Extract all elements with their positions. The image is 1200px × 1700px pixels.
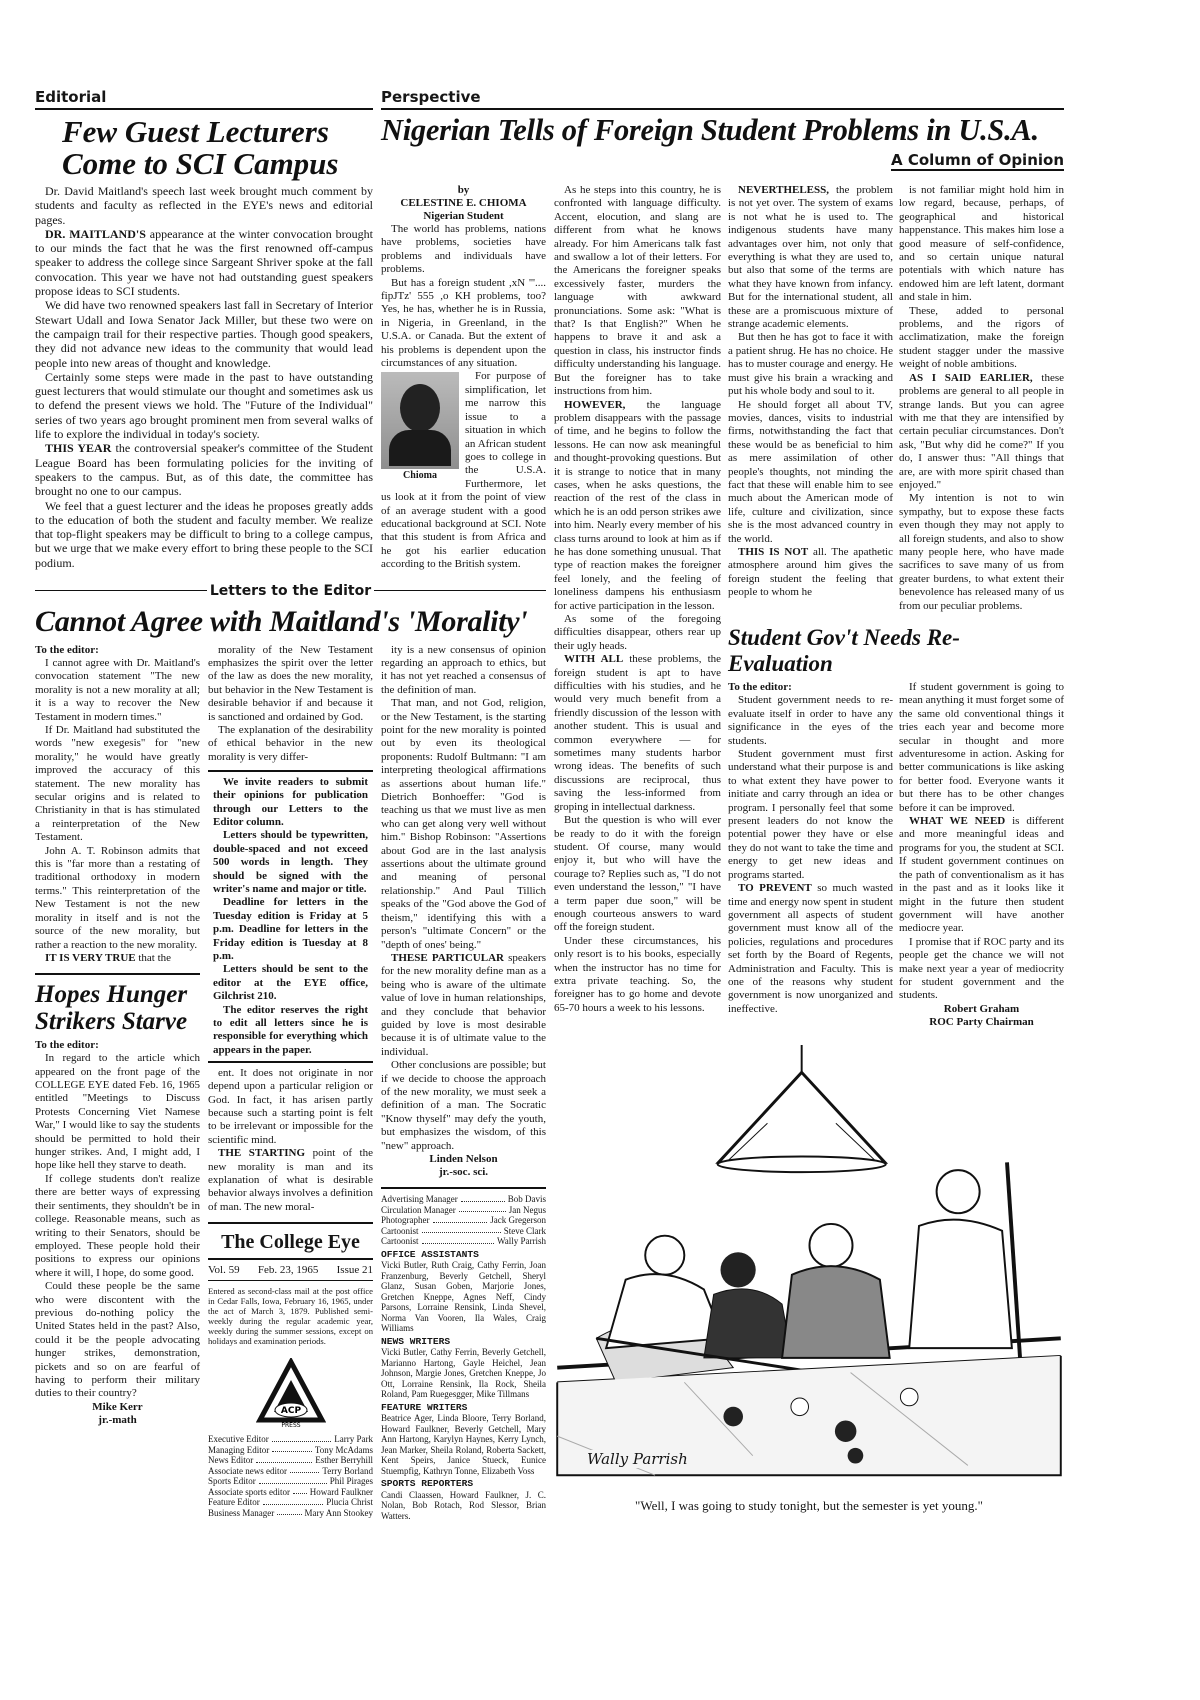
staff-group-title: NEWS WRITERS bbox=[381, 1335, 451, 1347]
paragraph bbox=[381, 223, 546, 277]
staff-role: Photographer bbox=[381, 1215, 430, 1225]
paragraph-text: As he steps into this country, he is confronted with language difficulty. Accent, elocution, and slang are different from what he knows already. For him Americans talk fast and swallow a lot of their letters. For the Americans the foreigner speaks excessively faster, murders the language with awkward pronunciations. Some ask: "What is that? Is that English?" When he happens to brave it and ask a question in class, his instructor finds difficulty understanding his language. But the foreigner has to take instructions from him. bbox=[554, 184, 721, 398]
paragraph bbox=[899, 372, 1064, 493]
masthead-title: The College Eye bbox=[221, 1231, 360, 1254]
staff-role: Associate news editor bbox=[208, 1465, 287, 1476]
paragraph-text: But has a foreign student ,xN '''.... fipJTz' 555 ,o KH problems, too? Yes, he has, whether he is in Russia, in Nigeria, in Greenland, in the U.S.A. or Canada. But the extent of his problems is dependent upon the circumstances of any situation. bbox=[381, 276, 546, 370]
leader-dots bbox=[272, 1441, 332, 1442]
paragraph bbox=[35, 370, 373, 441]
paragraph-text: the controversial speaker's committee of the Student League Board has been formulating policies for the inviting of speakers to the campus. But, as of this date, the committee has brought no one to our campus. bbox=[35, 441, 373, 499]
paragraph-text: He should forget all about TV, movies, dances, visits to industrial firms, notwithstanding the fact that these would be as beneficial to him as mere assimilation of other people's thoughts, not minding the fact that these will enable him to see much about the American mode of life, culture and civilization, since she is the most advanced country in the world. bbox=[728, 398, 893, 545]
paragraph-text: If college students don't realize there are better ways of expressing their sentiments, they shouldn't be in college. Reasonable means, such as writing to their Senators, should be employed. These people hold their positions to express our opinions where it will, I hope, do some good. bbox=[35, 1172, 200, 1279]
staff-row bbox=[381, 1215, 546, 1226]
paragraph-text: The world has problems, nations have problems, societies have problems and individuals have problems. bbox=[381, 223, 546, 276]
paragraph-text: these problems, the foreign student is apt to have difficulties with his studies, and he would very much benefit from a friendly discussion of the lesson with another student. This is usual and common everywhere — for sometimes many students harbor wrong ideas. The benefits of such discussions are reciprocal, thus saving the less-informed from groping in intellectual darkness. bbox=[554, 653, 722, 813]
photo-caption: Chioma bbox=[381, 469, 459, 482]
paragraph bbox=[728, 748, 893, 882]
letters-column-c bbox=[381, 644, 546, 1521]
morality-column-1 bbox=[35, 644, 200, 966]
paragraph-text: the problem is not yet over. The system of exams is not what he is used to. The indigenous students have many advantages over him, not only that everything is what they are used to, but also that some of the terms are what they have known from infancy. But for the international student, all these are a promiscuous mixture of strange academic elements. bbox=[728, 184, 893, 331]
letters-column-b bbox=[208, 644, 373, 1519]
issue-date: Feb. 23, 1965 bbox=[257, 1263, 319, 1276]
paragraph-text: As some of the foregoing difficulties disappear, others rear up their ugly heads. bbox=[554, 613, 721, 652]
leader-dots bbox=[259, 1483, 327, 1484]
leader-dots bbox=[433, 1222, 488, 1223]
paragraph bbox=[35, 1173, 200, 1280]
perspective-column-2 bbox=[554, 184, 721, 1015]
paragraph-lead: THIS YEAR bbox=[45, 441, 112, 456]
paragraph-text: For purpose of simplification, let me narrow this issue to a situation in which an African student goes to college in the U.S.A. Furthermore, let us look at it from the point of view of an average student with a good educational background at SCI. Note that this student is from Africa and he got his earlier education according to the British system. bbox=[381, 370, 546, 571]
leader-dots bbox=[272, 1451, 312, 1452]
perspective-header bbox=[381, 88, 1064, 176]
signature-title: jr.-math bbox=[98, 1413, 137, 1426]
paragraph bbox=[35, 227, 373, 298]
section-label-perspective: Perspective bbox=[381, 88, 481, 106]
paragraph-text: Dr. David Maitland's speech last week brought much comment by students and faculty as reflected in the EYE's news and editorial pages. bbox=[35, 184, 373, 227]
letters-rule bbox=[35, 582, 546, 600]
paragraph-text: Under these circumstances, his only resort is to his books, especially when the instructor has no time for extra private teaching. So, the foreigner has to go home and devote 65-70 hours a week to his lessons. bbox=[554, 934, 721, 1014]
staff-role: Managing Editor bbox=[208, 1444, 270, 1455]
staff-name: Howard Faulkner bbox=[309, 1486, 373, 1497]
paragraph-text: But the question is who will ever be ready to do it with the foreign student. Of course, many would enjoy it, but who will have the courage to? Replies such as, "I do not even understand the lesson," "I have a term paper due soon," will be enough courteous answers to ward off the foreign student. bbox=[554, 814, 721, 934]
divider bbox=[208, 1258, 373, 1260]
cartoonist-signature: Wally Parrish bbox=[584, 1450, 691, 1468]
paragraph-text: I cannot agree with Dr. Maitland's convocation statement "The new morality is not a new morality at all; it is a way to recover the New Testament in modern times." bbox=[35, 656, 200, 723]
paragraph bbox=[554, 613, 721, 653]
paragraph bbox=[35, 298, 373, 369]
paragraph-text: But then he has got to face it with a patient shrug. He has no choice. He has to muster courage and energy. He must give his brain a wracking and put his whole body and soul to it. bbox=[728, 331, 893, 398]
staff-group-names: Vicki Butler, Ruth Craig, Cathy Ferrin, Joan Franzenburg, Beverly Getchell, Sheryl Glanz, Susan Goben, Marjorie Jones, Gretchen Kneppe, Agnes Neff, Cindy Parsons, Lorraine Rensink, Linda Shevel, Norma Van Vooren, Ila Wales, Craig Williams bbox=[381, 1260, 546, 1333]
column-of-opinion-wrap bbox=[381, 151, 1064, 170]
perspective-column-4 bbox=[899, 184, 1064, 613]
staff-role: Circulation Manager bbox=[381, 1204, 456, 1215]
paragraph-lead: WITH ALL bbox=[564, 653, 624, 666]
cartoon bbox=[554, 1045, 1064, 1514]
leader-dots bbox=[293, 1493, 307, 1494]
leader-dots bbox=[459, 1211, 506, 1212]
paragraph bbox=[381, 952, 546, 1059]
paragraph-text: appearance at the winter convocation brought to our minds the fact that he was the first renowned off-campus speaker to address the college since Sargeant Shriver spoke at the fall convocation. This year we have not had outstanding guest speakers propose ideas to SCI students. bbox=[35, 226, 374, 299]
divider bbox=[208, 1222, 373, 1224]
editorial-headline bbox=[62, 116, 373, 180]
paragraph bbox=[554, 814, 721, 935]
perspective-column-3 bbox=[728, 184, 893, 600]
paragraph bbox=[899, 681, 1064, 815]
divider bbox=[381, 1187, 546, 1189]
paragraph-text: morality of the New Testament emphasizes the spirit over the letter of the law as does the new morality, but behavior in the New Testament is desirable behavior if and because it is sanctioned and ordained by God. bbox=[208, 643, 373, 723]
signature-title: ROC Party Chairman bbox=[929, 1015, 1034, 1028]
column-of-opinion-label: A Column of Opinion bbox=[891, 151, 1064, 169]
leader-dots bbox=[422, 1232, 501, 1233]
staff-row bbox=[381, 1226, 546, 1237]
paragraph bbox=[35, 1280, 200, 1401]
signature-name: Robert Graham bbox=[943, 1002, 1020, 1015]
staff-role: News Editor bbox=[208, 1455, 254, 1466]
staff-row bbox=[208, 1455, 373, 1466]
staff-row bbox=[208, 1434, 373, 1445]
salutation: To the editor: bbox=[728, 681, 792, 693]
paragraph-text: That man, and not God, religion, or the New Testament, is the starting point for the new morality is pointed out by even its theological proponents: Rudolf Bultmann: "I am interpreting theological affirmations as assertions about human life." Dietrich Bonhoeffer: "God is teaching us that we must live as men who can get along very well without him." Bishop Robinson: "Assertions about God are in the last analysis assertions about the ultimate ground and meaning of personal relationship." And Paul Tillich speaks of the "God above the God of theism," identifying this with a person's "ultimate Concern" or the "depth of ones' being." bbox=[381, 697, 546, 951]
paragraph-text: If student government is going to mean anything it must forget some of the same old conventional things it tries each year and become more secular in thought and more adventuresome in action. Asking for better communications is like asking for better food. Everyone wants it but there has to be other changes before it can be improved. bbox=[899, 681, 1064, 814]
staff-row bbox=[208, 1508, 373, 1519]
staff-row bbox=[381, 1236, 546, 1247]
svg-text:PRESS: PRESS bbox=[280, 1422, 301, 1429]
morality-column-2 bbox=[208, 644, 373, 765]
perspective-column-1 bbox=[381, 184, 546, 572]
letters-columns bbox=[35, 644, 546, 1521]
paragraph-text: so much wasted time and energy now spent in student government all aspects of student government must know all of the policies, regulations and procedures set forth by the Board of Regents, Administration and Faculty. This is one of the reasons why student government is now unorganized and ineffective. bbox=[728, 882, 893, 1015]
paragraph bbox=[728, 331, 893, 398]
paragraph bbox=[554, 184, 721, 399]
paragraph-text: Certainly some steps were made in the past to have outstanding guest lecturers that would stimulate our thought and sometimes ask us to defend the present views we hold. The "Future of the Individual" series of two years ago brought prominent men from several walks of life to explore the individual in today's society. bbox=[35, 369, 373, 442]
staff-name: Wally Parrish bbox=[496, 1236, 546, 1246]
paragraph bbox=[554, 399, 721, 614]
paragraph-text: is not familiar might hold him in low regard, because, perhaps, of geographical and historical happenstance. This makes him lose a good measure of self-confidence, and so certain unique natural potentials with which nature has endowed him are left latent, dormant and stale in him. bbox=[899, 184, 1064, 304]
paragraph bbox=[213, 896, 368, 963]
staff-name: Tony McAdams bbox=[314, 1444, 373, 1455]
paragraph-text: is different and more meaningful ideas and programs for you, the student at SCI. If student government continues on the path of conventionalism as it has in the past and as it looks like it might in the future then student government will have another mediocre year. bbox=[899, 815, 1064, 935]
paragraph bbox=[35, 184, 373, 227]
staff-box bbox=[381, 1194, 546, 1521]
paragraph bbox=[381, 277, 546, 371]
studentgov-columns bbox=[728, 681, 1064, 1029]
staff-name: Esther Berryhill bbox=[315, 1455, 373, 1466]
staff-row bbox=[208, 1497, 373, 1508]
paragraph bbox=[35, 952, 200, 965]
staff-role: Executive Editor bbox=[208, 1434, 269, 1445]
paragraph bbox=[208, 724, 373, 764]
paragraph-text: My intention is not to win sympathy, but to expose these facts even though they may not apply to all foreign students, and also to show many people here, who have made sacrifices to save many of us from greater burdens, to what extent their benevolence has released many of us from our peculiar problems. bbox=[899, 492, 1064, 612]
staff-row bbox=[381, 1194, 546, 1205]
byline: by bbox=[457, 184, 470, 196]
morality-headline: Cannot Agree with Maitland's 'Morality' bbox=[35, 604, 528, 638]
newspaper-page bbox=[35, 88, 1064, 1561]
studentgov-column-2 bbox=[899, 681, 1064, 1029]
paragraph bbox=[213, 776, 368, 830]
staff-group-title: FEATURE WRITERS bbox=[381, 1401, 468, 1413]
staff-role: Cartoonist bbox=[381, 1236, 419, 1246]
paragraph bbox=[899, 492, 1064, 613]
paragraph-text: Letters should be typewritten, double-spaced and not exceed 500 words in length. They should be signed with the writer's name and major or title. bbox=[213, 829, 368, 895]
paragraph-text: speakers for the new morality define man as a being who is aware of the ultimate value of love in human relationships, and they conclude that behavior guided by love is most desirable because it is of ultimate value to the individual. bbox=[381, 951, 546, 1058]
right-inner bbox=[728, 184, 1064, 1029]
paragraph-text: The explanation of the desirability of ethical behavior in the new morality is very differ- bbox=[208, 724, 373, 763]
paragraph bbox=[554, 653, 721, 814]
staff-group-names: Beatrice Ager, Linda Bloore, Terry Borland, Howard Faulkner, Beverly Getchell, Mary Ann Hartong, Karylyn Haynes, Kerry Lynch, Jean Marker, Sheila Roland, Roberta Sackett, Kent Speirs, Janice Stueck, Eunice Stuempfig, Kathryn Tonne, Elizabeth Voss bbox=[381, 1413, 546, 1476]
perspective-columns-3-4 bbox=[728, 184, 1064, 613]
paragraph-text: Letters should be sent to the editor at the EYE office, Gilchrist 210. bbox=[213, 963, 368, 1003]
headline-line: Come to SCI Campus bbox=[62, 146, 339, 181]
divider bbox=[208, 1280, 373, 1282]
paragraph-text: the language problem disappears with the passage of time, and he begins to follow the lessons. He can now ask meaningful and thought-provoking questions. But it is strange to notice that in many cases, when he asks questions, the reaction of the rest of the class in which he is an odd person strikes awe into him. Nearly every member of his class turns around to look at him as if he has done something unusual. That type of reaction makes the foreigner feel lonely, and the feeling of loneliness dampens his enthusiasm for active participation in the lesson. bbox=[554, 398, 721, 612]
section-label-letters: Letters to the Editor bbox=[209, 582, 372, 599]
divider bbox=[208, 1061, 373, 1063]
hunger-body bbox=[35, 1039, 200, 1427]
paragraph-text: Deadline for letters in the Tuesday edition is Friday at 5 p.m. Deadline for letters in the Friday edition is Tuesday at 8 p.m. bbox=[213, 896, 368, 962]
paragraph bbox=[35, 845, 200, 952]
morality-column-2-continued bbox=[208, 1067, 373, 1214]
paragraph-text: We feel that a guest lecturer and the ideas he proposes greatly adds to the education of both the student and faculty member. We realize that top-flight speakers may be difficult to bring to a college campus, but we urge that we make every effort to bring these people to the SCI podium. bbox=[35, 498, 373, 570]
letters-policy-box bbox=[208, 772, 373, 1062]
paragraph bbox=[208, 1147, 373, 1214]
staff-role: Business Manager bbox=[208, 1507, 275, 1518]
headline-line: Hopes Hunger bbox=[35, 980, 188, 1008]
paragraph-text: We did have two renowned speakers last fall in Secretary of Interior Stewart Udall and Iowa Senator Jack Miller, but these two were on the campaign trail for their respective parties. Though good speakers, they did not advance new ideas to the community that would lead people into new areas of thought and knowledge. bbox=[35, 298, 373, 370]
paragraph-text: these problems are general to all people in strange lands. But you can agree with me that they are intensified by certain peculiar circumstances. Don't ask, "But why did he come?" If you do, I answer thus: "All things that are, are with more spirit chased than enjoyed." bbox=[899, 371, 1064, 491]
letters-column-a bbox=[35, 644, 200, 1427]
paragraph bbox=[208, 1067, 373, 1147]
paragraph bbox=[35, 724, 200, 845]
paragraph-text: I promise that if ROC party and its people get the chance we will not make next year a year of mediocrity for student government and the students. bbox=[899, 935, 1064, 1002]
paragraph-lead: THIS IS NOT bbox=[738, 545, 809, 558]
paragraph bbox=[35, 657, 200, 724]
paragraph-text: Student government must first understand what their purpose is and to what extent they have power to initiate and carry through an idea or program. I personally feel that some present leaders do not know the potential power they have or else they do not want to take the time and energy to get new ideas and programs started. bbox=[728, 748, 893, 881]
paragraph-text: The editor reserves the right to edit all letters since he is responsible for everything which appears in the paper. bbox=[213, 1003, 368, 1056]
morality-column-3 bbox=[381, 644, 546, 1179]
divider bbox=[35, 108, 373, 110]
staff-row bbox=[208, 1445, 373, 1456]
editor-list bbox=[208, 1434, 373, 1518]
staff-name: Larry Park bbox=[334, 1434, 373, 1445]
paragraph-text: In regard to the article which appeared on the front page of the COLLEGE EYE dated Feb. 16, 1965 entitled "Meetings to Discuss Protests Concerning Viet Namese War," I would like to say the students should be permitted to hold their hunger strikes. And, I might add, I hope like hell they starve to death. bbox=[35, 1052, 200, 1172]
right-columns bbox=[554, 184, 1064, 1029]
paragraph bbox=[35, 1052, 200, 1173]
paragraph bbox=[728, 694, 893, 748]
paragraph bbox=[899, 936, 1064, 1003]
leader-dots bbox=[422, 1243, 494, 1244]
letters-section bbox=[35, 582, 546, 1521]
paragraph bbox=[381, 1059, 546, 1153]
paragraph bbox=[728, 184, 893, 331]
paragraph bbox=[213, 963, 368, 1003]
headline-line: Strikers Starve bbox=[35, 1007, 188, 1035]
issue-number: Issue 21 bbox=[336, 1263, 373, 1276]
paragraph-lead: THESE PARTICULAR bbox=[391, 951, 504, 964]
paragraph-lead: DR. MAITLAND'S bbox=[45, 226, 146, 241]
paragraph-text: Other conclusions are possible; but if we decide to choose the approach of the new morality, we must seek a definition of a man. The Socratic "Know thyself" may defy the youth, but emphasizes the wisdom, of this "new" approach. bbox=[381, 1059, 546, 1152]
masthead-issue-line bbox=[208, 1263, 373, 1277]
studentgov-headline: Student Gov't Needs Re-Evaluation bbox=[728, 625, 960, 676]
paragraph bbox=[728, 399, 893, 546]
paragraph bbox=[381, 697, 546, 952]
leader-dots bbox=[256, 1462, 312, 1463]
paragraph bbox=[381, 644, 546, 698]
paragraph-lead: THE STARTING bbox=[218, 1147, 306, 1160]
paragraph-lead: AS I SAID EARLIER, bbox=[909, 371, 1033, 384]
signature-name: Linden Nelson bbox=[429, 1153, 498, 1165]
paragraph bbox=[899, 305, 1064, 372]
salutation: To the editor: bbox=[35, 643, 99, 656]
editorial-body bbox=[35, 184, 373, 570]
studentgov-column-1 bbox=[728, 681, 893, 1016]
author-name: CELESTINE E. CHIOMA bbox=[400, 197, 527, 209]
paragraph-text: If Dr. Maitland had substituted the words "new exegesis" for "new morality," he would have greatly improved the accuracy of this statement. The new morality has secular origins and is related to Christianity in that is has stimulated a reinterpretation of the New Testament. bbox=[35, 724, 200, 844]
divider bbox=[374, 590, 546, 592]
divider bbox=[381, 108, 1064, 110]
perspective-headline: Nigerian Tells of Foreign Student Problems in U.S.A. bbox=[381, 113, 1039, 147]
staff-name: Terry Borland bbox=[322, 1465, 373, 1476]
paragraph bbox=[728, 546, 893, 600]
svg-text:ACP: ACP bbox=[280, 1406, 301, 1417]
paragraph bbox=[213, 1004, 368, 1058]
paragraph-text: all. The apathetic atmosphere around him gives the foreign student the feeling that people to whom he bbox=[728, 545, 893, 599]
volume: Vol. 59 bbox=[208, 1263, 240, 1276]
staff-name: Steve Clark bbox=[503, 1225, 546, 1236]
staff-row bbox=[208, 1487, 373, 1498]
paragraph bbox=[35, 499, 373, 570]
paragraph-lead: WHAT WE NEED bbox=[909, 815, 1006, 828]
signature-name: Mike Kerr bbox=[92, 1400, 143, 1413]
paragraph-text: ity is a new consensus of opinion regarding an approach to ethics, but it has not yet reached a consensus of the definition of man. bbox=[381, 643, 546, 696]
paragraph-text: Student government needs to re-evaluate itself in order to have any significance in the eyes of the students. bbox=[728, 694, 893, 747]
staff-row bbox=[208, 1476, 373, 1487]
cartoon-caption: "Well, I was going to study tonight, but the semester is yet young." bbox=[635, 1497, 983, 1513]
editorial-header bbox=[35, 88, 373, 184]
staff-name: Jan Negus bbox=[508, 1204, 546, 1215]
mailing-notice: Entered as second-class mail at the post office in Cedar Falls, Iowa, February 16, 1965, under the act of March 3, 1879. Published semi-weekly during the regular academic year, weekly during the summer sessions, except on holidays and examination periods. bbox=[208, 1286, 373, 1347]
staff-row bbox=[381, 1205, 546, 1216]
paragraph bbox=[208, 644, 373, 724]
paragraph bbox=[35, 441, 373, 498]
staff-name: Plucia Christ bbox=[326, 1497, 373, 1508]
paragraph bbox=[213, 829, 368, 896]
section-label-editorial: Editorial bbox=[35, 88, 107, 106]
paragraph-text: that the bbox=[135, 951, 172, 964]
staff-name: Mary Ann Stookey bbox=[304, 1507, 373, 1518]
paragraph-lead: HOWEVER, bbox=[564, 398, 626, 411]
paragraph-text: We invite readers to submit their opinions for publication through our Letters to the Editor column. bbox=[213, 775, 368, 828]
staff-name: Phil Pirages bbox=[329, 1476, 373, 1487]
paragraph bbox=[899, 815, 1064, 936]
paragraph bbox=[728, 882, 893, 1016]
staff-role: Feature Editor bbox=[208, 1497, 260, 1508]
paragraph-text: John A. T. Robinson admits that this is "far more than a restating of traditional orthodoxy in modern terms." This reinterpretation of the New Testament is not the new morality in itself and is not the source of the new morality, but rather a reaction to the new morality. bbox=[35, 844, 200, 951]
leader-dots bbox=[263, 1504, 324, 1505]
paragraph-lead: TO PREVENT bbox=[738, 882, 812, 895]
author-photo bbox=[381, 372, 459, 482]
paragraph bbox=[554, 935, 721, 1015]
staff-name: Bob Davis bbox=[507, 1194, 546, 1204]
divider bbox=[35, 973, 200, 975]
staff-group-title: SPORTS REPORTERS bbox=[381, 1478, 474, 1489]
paragraph-text: These, added to personal problems, and the rigors of acclimatization, make the foreign student stagger under the massive weight of noble ambitions. bbox=[899, 304, 1064, 371]
salutation: To the editor: bbox=[35, 1038, 99, 1051]
leader-dots bbox=[290, 1472, 319, 1473]
signature-title: jr.-soc. sci. bbox=[438, 1166, 489, 1178]
hunger-headline bbox=[35, 981, 200, 1035]
staff-group-title: OFFICE ASSISTANTS bbox=[381, 1248, 479, 1260]
right-region bbox=[554, 184, 1064, 1514]
staff-role: Advertising Manager bbox=[381, 1194, 458, 1204]
cartoon-illustration bbox=[554, 1045, 1064, 1485]
paragraph-text: ent. It does not originate in nor depend upon a particular religion or God. In fact, it has arisen partly because such a starting point is felt to be irrelevant or impossible for the scientific mind. bbox=[208, 1066, 373, 1146]
leader-dots bbox=[277, 1514, 301, 1515]
staff-role: Cartoonist bbox=[381, 1225, 419, 1236]
staff-role: Sports Editor bbox=[208, 1476, 256, 1487]
staff-role: Associate sports editor bbox=[208, 1486, 290, 1497]
acp-logo bbox=[256, 1358, 326, 1428]
divider bbox=[35, 590, 207, 592]
paragraph-lead: NEVERTHELESS, bbox=[738, 184, 830, 196]
paragraph bbox=[899, 184, 1064, 305]
paragraph-text: Could these people be the same who were discontent with the previous do-nothing policy the United States held in the past? Also, could it be the people advocating hunger strikes, demonstration, pickets and so on are fearful of having to perform their military duties to their country? bbox=[35, 1280, 200, 1400]
staff-group-names: Candi Claassen, Howard Faulkner, J. C. Nolan, Bob Rotach, Rod Slessor, Brian Watters. bbox=[381, 1489, 546, 1521]
paragraph-text: point of the new morality is man and its explanation of what is desirable behavior always involves a definition of man. The new moral- bbox=[208, 1147, 373, 1213]
leader-dots bbox=[461, 1201, 505, 1202]
headline-line: Few Guest Lecturers bbox=[62, 114, 329, 149]
paragraph-lead: IT IS VERY TRUE bbox=[45, 951, 136, 964]
author-title: Nigerian Student bbox=[423, 210, 504, 222]
staff-row bbox=[208, 1466, 373, 1477]
staff-name: Jack Gregerson bbox=[490, 1215, 546, 1225]
staff-group-names: Vicki Butler, Cathy Ferrin, Beverly Getchell, Marianno Hartong, Gayle Heichel, Jean Johnson, Margie Jones, Gretchen Kneppe, Jo Ott, Lorraine Rensink, Ila Rock, Sheila Roland, Pam Ruegesgger, Mike Tillmans bbox=[381, 1347, 546, 1399]
